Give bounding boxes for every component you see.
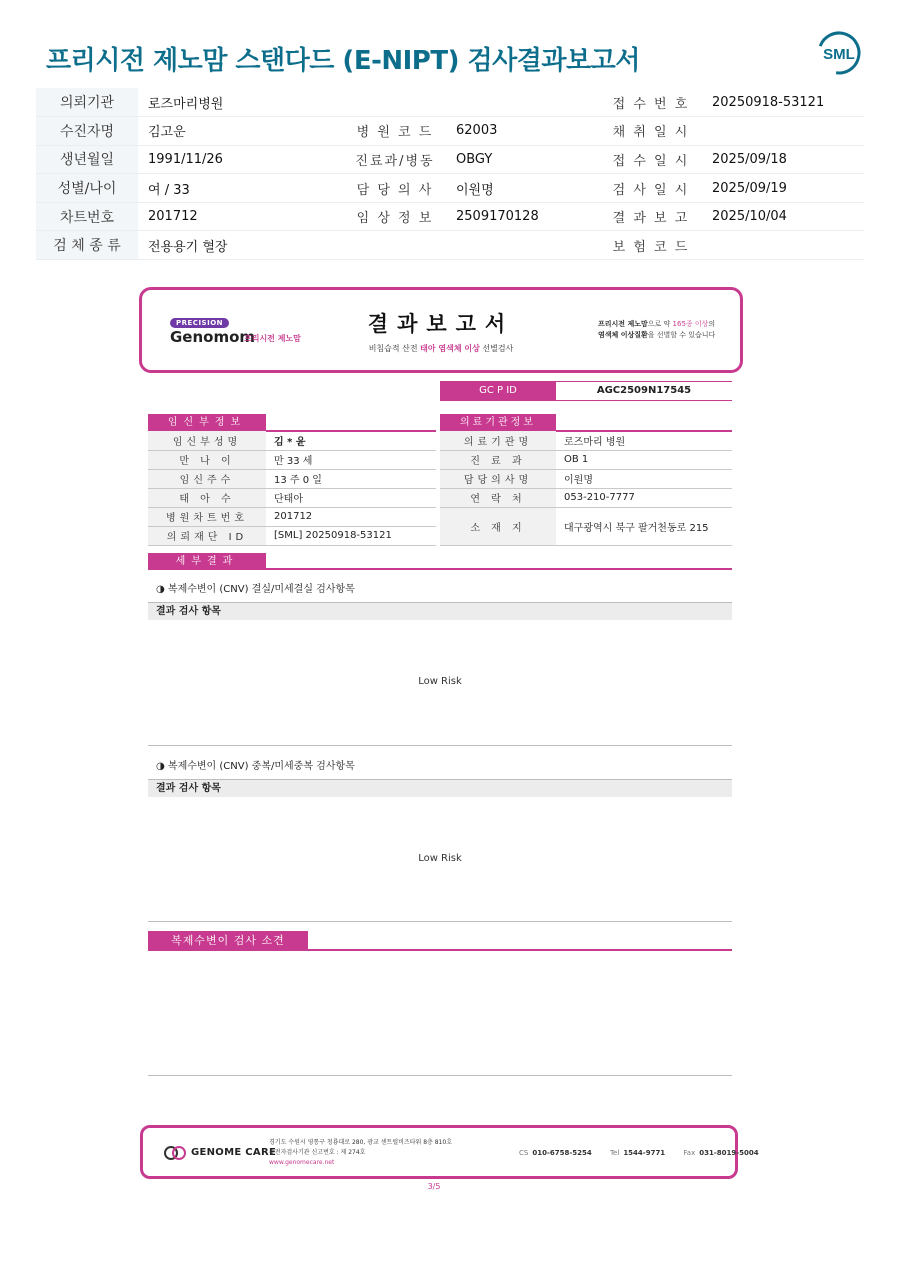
pregnant-row — [148, 526, 436, 545]
info-value: 로즈마리병원 — [138, 88, 344, 117]
clinic-label: 담당의사명 — [440, 469, 556, 488]
genome-care-logo-icon — [163, 1145, 187, 1161]
pregnant-info-table — [148, 431, 436, 546]
tel-number: 1544-9771 — [623, 1149, 666, 1157]
detail-result-line — [148, 568, 732, 570]
info-label: 검 사 일 시 — [600, 174, 702, 203]
genomom-subtitle: 프리시전 제노맘 — [244, 334, 301, 343]
license-text: 유전자검사기관 신고번호 : 제 274호 — [269, 1149, 366, 1156]
info-label: 접 수 일 시 — [600, 145, 702, 174]
deletion-result: Low Risk — [418, 676, 462, 687]
info-value: 2025/10/04 — [702, 202, 864, 231]
document-title: 프리시전 제노맘 스탠다드 (E-NIPT) 검사결과보고서 — [46, 46, 640, 76]
info-value: 1991/11/26 — [138, 145, 344, 174]
info-value: 2509170128 — [446, 202, 600, 231]
footer-box — [140, 1125, 759, 1179]
info-label: 병 원 코 드 — [344, 117, 446, 146]
clinic-info-table — [440, 431, 732, 546]
pregnant-label: 임신부성명 — [148, 431, 266, 450]
findings-tab: 복제수변이 검사 소견 — [148, 931, 308, 950]
report-subtitle — [142, 343, 740, 354]
clinic-row — [440, 469, 732, 488]
pregnant-value: 13 주 0 일 — [266, 469, 436, 488]
clinic-row — [440, 488, 732, 507]
cnv-duplication-heading: ◑ 복제수변이 (CNV) 중복/미세중복 검사항목 — [156, 761, 355, 772]
clinic-row — [440, 450, 732, 469]
fax-number: 031-8019-5004 — [699, 1149, 759, 1157]
clinic-label: 진 료 과 — [440, 450, 556, 469]
clinic-value: 이원명 — [556, 469, 732, 488]
page-number: 3/5 — [427, 1182, 441, 1191]
info-label: 성별/나이 — [36, 174, 138, 203]
detail-result-tab: 세부결과 — [148, 553, 266, 570]
address-text: 경기도 수원시 영통구 청룡대로 280, 광교 센트럴비즈타워 8층 810호 — [269, 1139, 452, 1146]
pregnant-row — [148, 488, 436, 507]
genome-care-name: GENOME CARE — [191, 1147, 277, 1158]
footer-contact — [519, 1149, 775, 1157]
pregnant-label: 의뢰재단 ID — [148, 526, 266, 545]
gcpid-value: AGC2509N17545 — [556, 381, 732, 401]
clinic-value: 053-210-7777 — [556, 488, 732, 507]
info-value: 201712 — [138, 202, 344, 231]
info-label: 담 당 의 사 — [344, 174, 446, 203]
pregnant-label: 만 나 이 — [148, 450, 266, 469]
note-text2: 의 — [708, 320, 716, 328]
duplication-result-bar: 결과 검사 항목 — [148, 779, 732, 797]
clinic-value: 로즈마리 병원 — [556, 431, 732, 450]
pregnant-row — [148, 469, 436, 488]
note-text3: 을 선별할 수 있습니다 — [647, 331, 716, 339]
pregnant-row — [148, 431, 436, 450]
info-value: 62003 — [446, 117, 600, 146]
duplication-result: Low Risk — [418, 853, 462, 864]
info-label: 수진자명 — [36, 117, 138, 146]
note-disease: 염색체 이상질환 — [598, 331, 648, 339]
fax-label: Fax — [683, 1149, 696, 1157]
report-title: 결과보고서 — [367, 312, 515, 336]
pregnant-value: 만 33 세 — [266, 450, 436, 469]
info-label: 보 험 코 드 — [600, 231, 702, 260]
cs-number: 010-6758-5254 — [532, 1149, 592, 1157]
clinic-label: 의료기관명 — [440, 431, 556, 450]
sml-logo-text: SML — [823, 46, 855, 63]
pregnant-value: 201712 — [266, 507, 436, 526]
clinic-label: 소 재 지 — [440, 507, 556, 545]
clinic-row — [440, 431, 732, 450]
info-value: OBGY — [446, 145, 600, 174]
info-value: 2025/09/18 — [702, 145, 864, 174]
subtitle-post: 선별검사 — [482, 344, 514, 353]
info-label: 채 취 일 시 — [600, 117, 702, 146]
clinic-value: 대구광역시 북구 팔거천동로 215 — [556, 507, 732, 545]
note-brand: 프리시전 제노맘 — [598, 320, 648, 328]
clinic-row — [440, 507, 732, 545]
gcpid-label: GC P ID — [440, 381, 556, 401]
report-header-note — [598, 319, 715, 341]
deletion-divider — [148, 745, 732, 746]
note-count: 165종 이상 — [672, 320, 709, 328]
pregnant-value: [SML] 20250918-53121 — [266, 526, 436, 545]
tel-label: Tel — [609, 1149, 620, 1157]
info-value: 여 / 33 — [138, 174, 344, 203]
website-link[interactable]: www.genomecare.net — [269, 1159, 335, 1166]
genomom-logo: Genomom — [170, 328, 256, 346]
clinic-info-tab: 의료기관정보 — [440, 414, 556, 431]
info-value: 20250918-53121 — [702, 88, 864, 117]
info-value: 이원명 — [446, 174, 600, 203]
pregnant-value: 단태아 — [266, 488, 436, 507]
pregnant-info-tab: 임신부정보 — [148, 414, 266, 431]
info-label: 생년월일 — [36, 145, 138, 174]
pregnant-value: 김 * 윤 — [266, 431, 436, 450]
info-label: 검 체 종 류 — [36, 231, 138, 260]
subtitle-highlight: 태아 염색체 이상 — [420, 344, 480, 353]
findings-line — [148, 949, 732, 951]
pregnant-row — [148, 450, 436, 469]
info-label: 의뢰기관 — [36, 88, 138, 117]
info-label: 접 수 번 호 — [600, 88, 702, 117]
pregnant-label: 태 아 수 — [148, 488, 266, 507]
note-text1: 으로 약 — [647, 320, 671, 328]
info-label: 결 과 보 고 — [600, 202, 702, 231]
subtitle-pre: 비침습적 산전 — [368, 344, 418, 353]
cnv-deletion-heading: ◑ 복제수변이 (CNV) 결실/미세결실 검사항목 — [156, 584, 355, 595]
clinic-label: 연 락 처 — [440, 488, 556, 507]
info-value: 전용용기 혈장 — [138, 231, 344, 260]
precision-badge: PRECISION — [170, 318, 229, 328]
info-value: 김고운 — [138, 117, 344, 146]
pregnant-row — [148, 507, 436, 526]
pregnant-label: 임신주수 — [148, 469, 266, 488]
findings-divider — [148, 1075, 732, 1076]
duplication-divider — [148, 921, 732, 922]
report-header-box — [139, 287, 743, 373]
clinic-value: OB 1 — [556, 450, 732, 469]
info-label: 진료과/병동 — [344, 145, 446, 174]
pregnant-label: 병원차트번호 — [148, 507, 266, 526]
footer-address — [269, 1138, 452, 1168]
info-value: 2025/09/19 — [702, 174, 864, 203]
info-label: 임 상 정 보 — [344, 202, 446, 231]
cs-label: CS — [519, 1149, 529, 1157]
info-label: 차트번호 — [36, 202, 138, 231]
deletion-result-bar: 결과 검사 항목 — [148, 602, 732, 620]
